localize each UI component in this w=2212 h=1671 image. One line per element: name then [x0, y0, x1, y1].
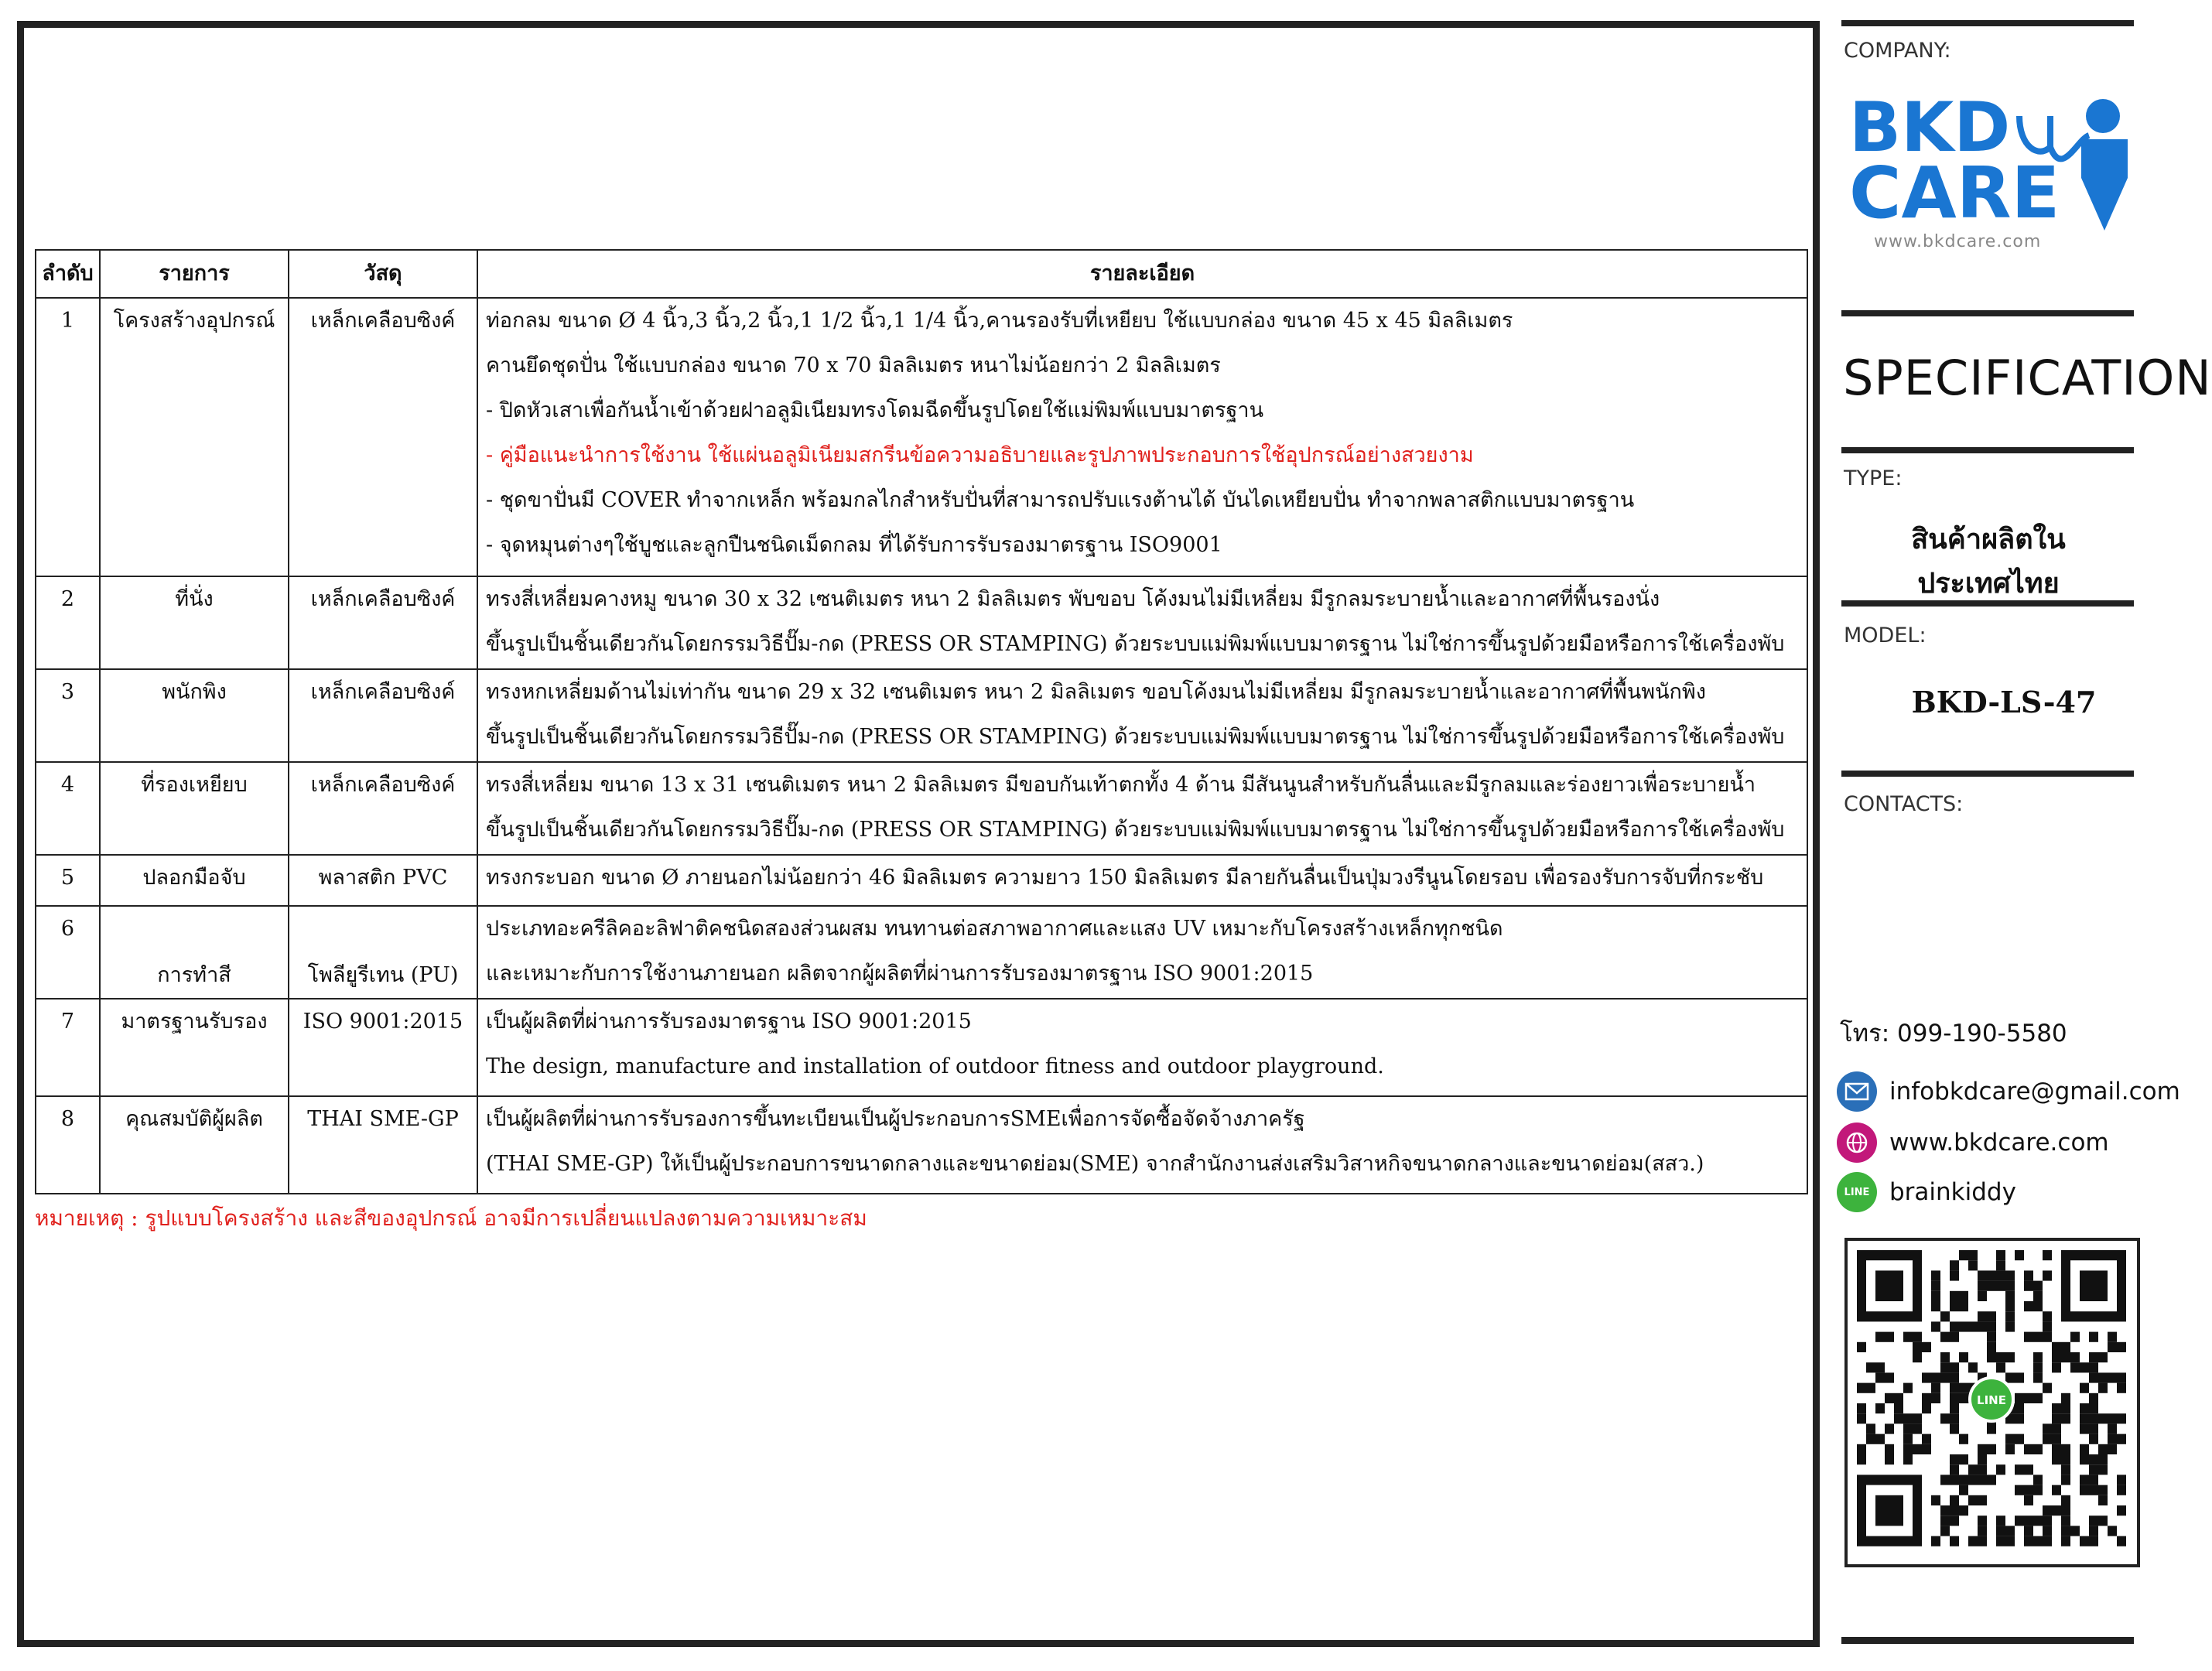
- detail-line: เป็นผู้ผลิตที่ผ่านการรับรองการขึ้นทะเบียนเป็นผู้ประกอบการSMEเพื่อการจัดซื้อจัดจ้างภาครัฐ: [486, 1107, 1305, 1131]
- table-row: [36, 855, 1807, 906]
- sidebar-rule: [1841, 310, 2134, 316]
- line-qr-code: [1844, 1238, 2140, 1567]
- detail-line: ทรงสี่เหลี่ยม ขนาด 13 x 31 เซนติเมตร หนา 2 มิลลิเมตร มีขอบกันเท้าตกทั้ง 4 ด้าน มีสันนูนสำหรับกันลื่นและมีรูกลมและร่องยาวเพื่อระบายน้ำ: [486, 773, 1756, 797]
- row-no: 5: [36, 855, 100, 906]
- row-detail: [477, 298, 1807, 576]
- table-row: [36, 669, 1807, 762]
- detail-line: เป็นผู้ผลิตที่ผ่านการรับรองมาตรฐาน ISO 9001:2015: [486, 1010, 972, 1034]
- type-value: สินค้าผลิตในประเทศไทย: [1911, 523, 2066, 600]
- line-id-text: brainkiddy: [1889, 1178, 2016, 1206]
- table-row: [36, 1096, 1807, 1194]
- detail-line-highlight: - คู่มือแนะนำการใช้งาน ใช้แผ่นอลูมิเนียมสกรีนข้อความอธิบายและรูปภาพประกอบการใช้อุปกรณ์อย่างสวยงาม: [486, 443, 1474, 467]
- website-contact[interactable]: [1837, 1120, 2109, 1165]
- row-material: เหล็กเคลือบซิงค์: [289, 669, 477, 762]
- detail-line: ท่อกลม ขนาด Ø 4 นิ้ว,3 นิ้ว,2 นิ้ว,1 1/2 นิ้ว,1 1/4 นิ้ว,คานรองรับที่เหยียบ ใช้แบบกล่อง ขนาด 45 x 45 มิลลิเมตร: [486, 309, 1513, 333]
- remark-note: หมายเหตุ : รูปแบบโครงสร้าง และสีของอุปกรณ์ อาจมีการเปลี่ยนแปลงตามความเหมาะสม: [35, 1205, 867, 1231]
- detail-line: ประเภทอะครีลิคอะลิฟาติคชนิดสองส่วนผสม ทนทานต่อสภาพอากาศและแสง UV เหมาะกับโครงสร้างเหล็กทุกชนิด: [486, 917, 1503, 941]
- line-icon: LINE: [1837, 1172, 1877, 1212]
- row-material: THAI SME-GP: [289, 1096, 477, 1194]
- row-item: มาตรฐานรับรอง: [100, 999, 289, 1096]
- detail-line: The design, manufacture and installation of outdoor fitness and outdoor playground.: [486, 1054, 1384, 1078]
- detail-line: - ชุดขาปั่นมี COVER ทำจากเหล็ก พร้อมกลไกสำหรับปั่นที่สามารถปรับแรงต้านได้ บันไดเหยียบปั่น ทำจากพลาสติกแบบมาตรฐาน: [486, 488, 1635, 512]
- company-label: COMPANY:: [1844, 39, 1951, 63]
- row-detail: [477, 669, 1807, 762]
- line-contact[interactable]: [1837, 1170, 2016, 1215]
- company-logo: [1849, 87, 2128, 263]
- detail-line: - จุดหมุนต่างๆใช้บูชและลูกปืนชนิดเม็ดกลม ที่ได้รับการรับรองมาตรฐาน ISO9001: [486, 533, 1222, 557]
- row-item: โครงสร้างอุปกรณ์: [100, 298, 289, 576]
- sidebar-bottom-rule: [1841, 1637, 2134, 1644]
- row-material: เหล็กเคลือบซิงค์: [289, 576, 477, 669]
- detail-line: (THAI SME-GP) ให้เป็นผู้ประกอบการขนาดกลางและขนาดย่อม(SME) จากสำนักงานส่งเสริมวิสาหกิจขนาดกลางและขนาดย่อม(สสว.): [486, 1152, 1704, 1176]
- header-item: รายการ: [100, 250, 289, 298]
- table-row: [36, 999, 1807, 1096]
- detail-line: ขึ้นรูปเป็นชิ้นเดียวกันโดยกรรมวิธีปั๊ม-กด (PRESS OR STAMPING) ด้วยระบบแม่พิมพ์แบบมาตรฐาน ไม่ใช่การขึ้นรูปด้วยมือหรือการใช้เครื่องพับ: [486, 818, 1785, 842]
- row-item: ที่นั่ง: [100, 576, 289, 669]
- row-item: คุณสมบัติผู้ผลิต: [100, 1096, 289, 1194]
- detail-line: คานยึดชุดปั่น ใช้แบบกล่อง ขนาด 70 x 70 มิลลิเมตร หนาไม่น้อยกว่า 2 มิลลิเมตร: [486, 354, 1221, 378]
- table-row: [36, 762, 1807, 855]
- row-detail: [477, 576, 1807, 669]
- row-no: 3: [36, 669, 100, 762]
- row-no: 6: [36, 906, 100, 999]
- detail-line: ขึ้นรูปเป็นชิ้นเดียวกันโดยกรรมวิธีปั๊ม-กด (PRESS OR STAMPING) ด้วยระบบแม่พิมพ์แบบมาตรฐาน ไม่ใช่การขึ้นรูปด้วยมือหรือการใช้เครื่องพับ: [486, 632, 1785, 656]
- model-value: BKD-LS-47: [1911, 685, 2097, 719]
- row-item: ที่รองเหยียบ: [100, 762, 289, 855]
- qr-code-icon: [1848, 1241, 2137, 1564]
- spec-title: SPECIFICATION: [1843, 350, 2212, 406]
- email-icon: [1837, 1071, 1877, 1112]
- table-row: [36, 298, 1807, 576]
- row-item: ปลอกมือจับ: [100, 855, 289, 906]
- table-row: [36, 906, 1807, 999]
- row-detail: [477, 1096, 1807, 1194]
- detail-line: และเหมาะกับการใช้งานภายนอก ผลิตจากผู้ผลิตที่ผ่านการรับรองมาตรฐาน ISO 9001:2015: [486, 962, 1314, 986]
- qr-line-badge: LINE: [1977, 1393, 2006, 1407]
- sidebar-rule: [1841, 447, 2134, 453]
- row-no: 8: [36, 1096, 100, 1194]
- row-item: การทำสี: [100, 906, 289, 999]
- header-material: วัสดุ: [289, 250, 477, 298]
- email-contact[interactable]: [1837, 1069, 2180, 1114]
- type-label: TYPE:: [1844, 466, 1903, 490]
- detail-line: - ปิดหัวเสาเพื่อกันน้ำเข้าด้วยฝาอลูมิเนียมทรงโดมฉีดขึ้นรูปโดยใช้แม่พิมพ์แบบมาตรฐาน: [486, 398, 1264, 422]
- logo-line2: CARE: [1849, 152, 2060, 234]
- contacts-label: CONTACTS:: [1844, 792, 1964, 816]
- detail-line: ทรงสี่เหลี่ยมคางหมู ขนาด 30 x 32 เซนติเมตร หนา 2 มิลลิเมตร พับขอบ โค้งมนไม่มีเหลี่ยม มีรูกลมระบายน้ำและอากาศที่พื้นรองนั่ง: [486, 587, 1660, 611]
- row-no: 2: [36, 576, 100, 669]
- row-material: โพลียูรีเทน (PU): [289, 906, 477, 999]
- row-detail: [477, 999, 1807, 1096]
- sidebar-rule: [1841, 771, 2134, 777]
- phone-number: โทร: 099-190-5580: [1840, 1020, 2067, 1047]
- detail-line: ทรงหกเหลี่ยมด้านไม่เท่ากัน ขนาด 29 x 32 เซนติเมตร หนา 2 มิลลิเมตร ขอบโค้งมนไม่มีเหลี่ยม มีรูกลมระบายน้ำและอากาศที่พื้นพนักพิง: [486, 680, 1706, 704]
- header-no: ลำดับ: [36, 250, 100, 298]
- sidebar-top-rule: [1841, 20, 2134, 26]
- row-material: เหล็กเคลือบซิงค์: [289, 762, 477, 855]
- detail-line: ทรงกระบอก ขนาด Ø ภายนอกไม่น้อยกว่า 46 มิลลิเมตร ความยาว 150 มิลลิเมตร มีลายกันลื่นเป็นปุ่มวงรีนูนโดยรอบ เพื่อรองรับการจับที่กระชับ: [486, 866, 1764, 890]
- row-no: 7: [36, 999, 100, 1096]
- logo-line1: BKD: [1849, 87, 2011, 167]
- row-detail: [477, 855, 1807, 906]
- header-detail: รายละเอียด: [477, 250, 1807, 298]
- detail-line: ขึ้นรูปเป็นชิ้นเดียวกันโดยกรรมวิธีปั๊ม-กด (PRESS OR STAMPING) ด้วยระบบแม่พิมพ์แบบมาตรฐาน ไม่ใช่การขึ้นรูปด้วยมือหรือการใช้เครื่องพับ: [486, 725, 1785, 749]
- row-item: พนักพิง: [100, 669, 289, 762]
- website-text: www.bkdcare.com: [1889, 1129, 2109, 1157]
- row-material: พลาสติก PVC: [289, 855, 477, 906]
- row-material: เหล็กเคลือบซิงค์: [289, 298, 477, 576]
- row-detail: [477, 762, 1807, 855]
- row-material: ISO 9001:2015: [289, 999, 477, 1096]
- table-row: [36, 576, 1807, 669]
- logo-url: www.bkdcare.com: [1874, 232, 2042, 251]
- globe-icon: [1837, 1123, 1877, 1163]
- table-header-row: [36, 250, 1807, 298]
- model-label: MODEL:: [1844, 624, 1927, 648]
- row-detail: [477, 906, 1807, 999]
- email-text: infobkdcare@gmail.com: [1889, 1078, 2180, 1105]
- spec-table: [35, 249, 1808, 1194]
- stethoscope-person-icon: [2004, 93, 2132, 236]
- sidebar-rule: [1841, 600, 2134, 607]
- row-no: 4: [36, 762, 100, 855]
- row-no: 1: [36, 298, 100, 576]
